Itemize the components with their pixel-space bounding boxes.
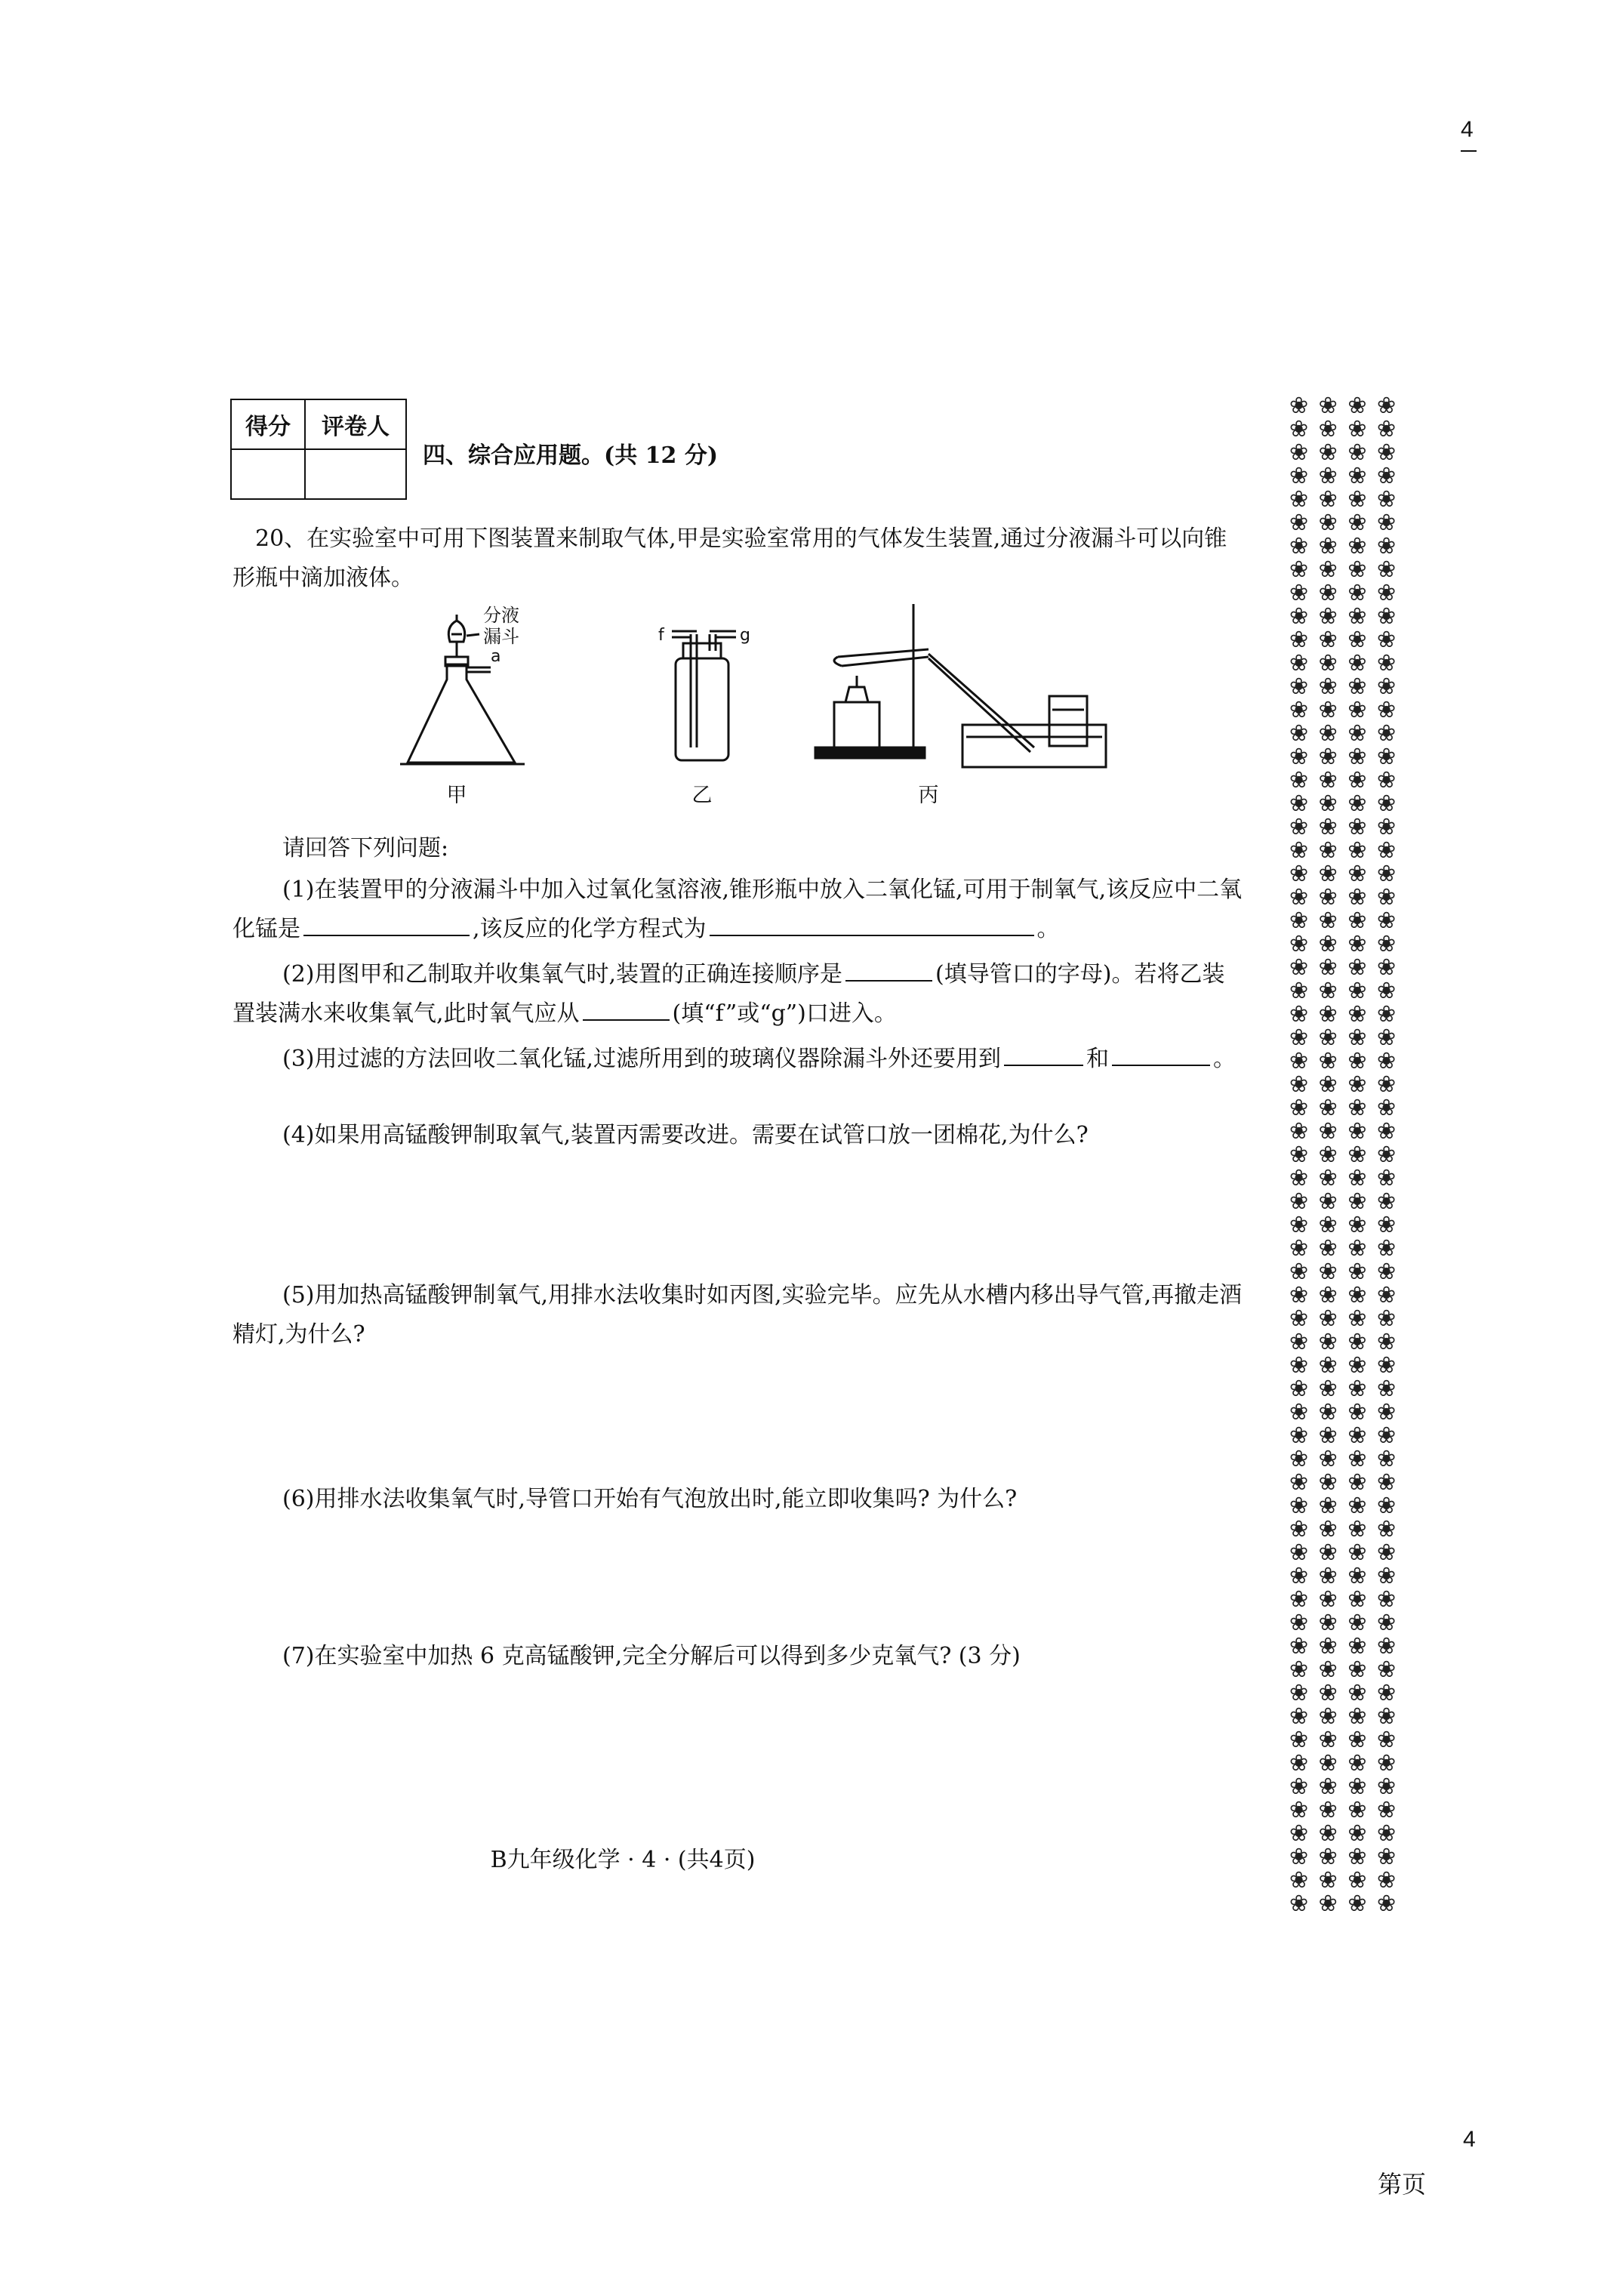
apparatus-figure	[385, 604, 1102, 808]
question-7: (7)在实验室中加热 6 克高锰酸钾,完全分解后可以得到多少克氧气? (3 分)	[282, 1643, 1021, 1669]
question-5: (5)用加热高锰酸钾制氧气,用排水法收集时如丙图,实验完毕。应先从水槽内移出导气管,再撤走酒精灯,为什么?	[233, 1282, 1243, 1348]
page-number-top: 4	[1461, 117, 1474, 142]
port-label-f: f	[658, 626, 664, 645]
q2-blank-order[interactable]	[845, 960, 932, 982]
q2-text-c: (填“f”或“g”)口进入。	[672, 1000, 897, 1027]
caption-yi: 乙	[691, 784, 713, 807]
q2-blank-port[interactable]	[583, 1000, 670, 1021]
caption-jia: 甲	[446, 784, 467, 807]
question-3	[233, 1040, 1244, 1079]
q1-text-a: (1)在装置甲的分液漏斗中加入过氧化氢溶液,锥形瓶中放入二氧化锰,可用于制氧气,该反应中二氧化锰是	[233, 877, 1243, 942]
q2-text-a: (2)用图甲和乙制取并收集氧气时,装置的正确连接顺序是	[282, 961, 843, 988]
q1-blank-equation[interactable]	[710, 915, 1034, 936]
q1-text-c: 。	[1036, 916, 1060, 942]
funnel-label-line1: 分液	[483, 605, 519, 626]
gas-bottle-yi	[672, 631, 736, 760]
section-title: 四、综合应用题。(共 12 分)	[423, 442, 719, 469]
score-label: 得分	[231, 399, 305, 449]
grader-cell[interactable]	[305, 449, 406, 499]
binding-border-decoration: ❀ ❀ ❀ ❀ ❀ ❀ ❀ ❀ ❀ ❀ ❀ ❀ ❀ ❀ ❀ ❀ ❀ ❀ ❀ ❀ ❀ ❀ ❀ ❀ ❀ ❀ ❀ ❀ ❀ ❀ ❀ ❀ ❀ ❀ ❀ ❀ ❀ ❀ ❀ ❀ ❀ ❀ ❀ ❀ ❀ ❀ ❀ ❀ ❀ ❀ ❀ ❀ ❀ ❀ ❀ ❀ ❀ ❀ ❀ ❀ ❀ ❀ ❀ ❀ ❀ ❀ ❀ ❀ ❀ ❀ ❀ ❀ ❀ ❀ ❀ ❀ ❀ ❀ ❀ ❀ ❀ ❀ ❀ ❀ ❀ ❀ ❀ ❀ ❀ ❀ ❀ ❀ ❀ ❀ ❀ ❀ ❀ ❀ ❀ ❀ ❀ ❀ ❀ ❀ ❀ ❀ ❀ ❀ ❀ ❀ ❀ ❀ ❀ ❀ ❀ ❀ ❀ ❀ ❀ ❀ ❀ ❀ ❀ ❀ ❀ ❀ ❀ ❀ ❀ ❀ ❀ ❀ ❀ ❀ ❀ ❀ ❀ ❀ ❀ ❀ ❀ ❀ ❀ ❀ ❀ ❀ ❀ ❀ ❀ ❀ ❀ ❀ ❀ ❀ ❀ ❀ ❀ ❀ ❀ ❀ ❀ ❀ ❀ ❀ ❀ ❀ ❀ ❀ ❀ ❀ ❀ ❀ ❀ ❀ ❀ ❀ ❀ ❀ ❀ ❀ ❀ ❀ ❀ ❀ ❀ ❀ ❀ ❀ ❀ ❀ ❀ ❀ ❀ ❀ ❀ ❀ ❀ ❀ ❀ ❀ ❀ ❀ ❀ ❀ ❀ ❀ ❀ ❀ ❀ ❀ ❀ ❀ ❀ ❀ ❀ ❀ ❀ ❀ ❀ ❀ ❀ ❀ ❀ ❀ ❀ ❀ ❀ ❀ ❀ ❀ ❀ ❀ ❀ ❀ ❀ ❀ ❀ ❀ ❀ ❀ ❀ ❀ ❀ ❀ ❀ ❀ ❀ ❀ ❀ ❀ ❀ ❀ ❀ ❀ ❀ ❀ ❀ ❀ ❀ ❀	[1289, 393, 1398, 1917]
q3-text-c: 。	[1213, 1046, 1236, 1072]
page-footer: B九年级化学 · 4 · (共4页)	[490, 1847, 756, 1873]
q3-text-b: 和	[1086, 1046, 1110, 1072]
funnel-label-line2: 漏斗	[483, 626, 519, 647]
question-1	[233, 871, 1244, 949]
question-6: (6)用排水法收集氧气时,导管口开始有气泡放出时,能立即收集吗? 为什么?	[282, 1486, 1018, 1512]
grader-label: 评卷人	[305, 399, 406, 449]
question-4: (4)如果用高锰酸钾制取氧气,装置丙需要改进。需要在试管口放一团棉花,为什么?	[282, 1122, 1089, 1148]
page-number-bottom: 4	[1463, 2127, 1476, 2152]
q1-blank-role[interactable]	[303, 915, 470, 936]
question-2	[233, 955, 1244, 1034]
q3-text-a: (3)用过滤的方法回收二氧化锰,过滤所用到的玻璃仪器除漏斗外还要用到	[282, 1046, 1002, 1072]
q1-text-b: ,该反应的化学方程式为	[473, 916, 707, 942]
q2-text-b: (填导管口的字母)。若将乙装置装满水来收集氧气,此时氧气应从	[233, 961, 1225, 1027]
port-label-a: a	[491, 647, 501, 666]
port-label-g: g	[740, 626, 750, 645]
question-intro: 20、在实验室中可用下图装置来制取气体,甲是实验室常用的气体发生装置,通过分液漏斗可以向锥形瓶中滴加液体。	[233, 525, 1227, 591]
score-cell[interactable]	[231, 449, 305, 499]
page-label: 第页	[1378, 2170, 1427, 2199]
score-table	[230, 399, 407, 500]
caption-bing: 丙	[918, 784, 939, 807]
heating-apparatus-bing	[815, 604, 1106, 767]
q3-blank-1[interactable]	[1004, 1045, 1083, 1066]
q3-blank-2[interactable]	[1112, 1045, 1210, 1066]
answer-prompt: 请回答下列问题:	[282, 835, 449, 861]
